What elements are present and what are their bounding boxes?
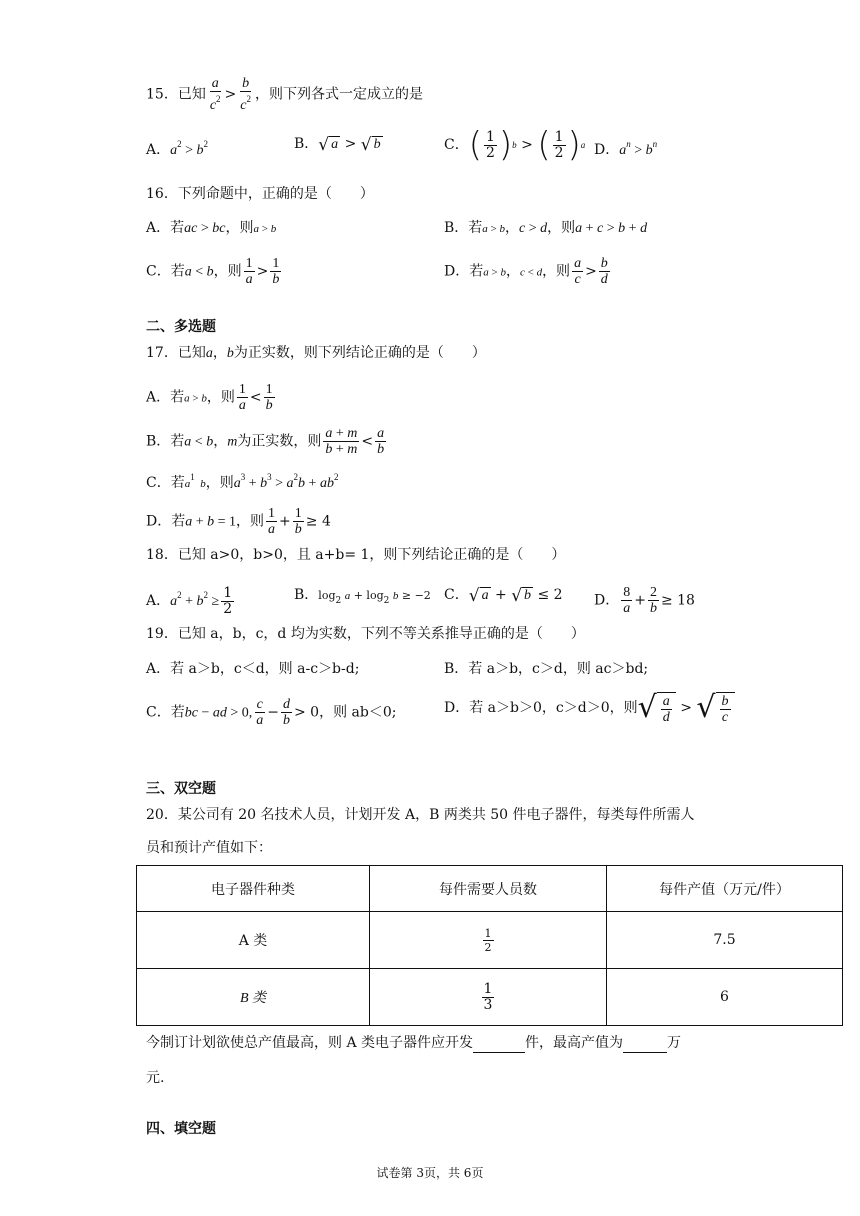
- table-row: [137, 912, 843, 969]
- table-cell-people: $\frac{1}{3}$: [370, 969, 607, 1026]
- table-header-row: [137, 866, 843, 912]
- section-heading-fill-blank: 四、填空题: [146, 1121, 216, 1137]
- question-18-option-d: D． $\frac{8}{a}$ + $\frac{2}{b}$ ≥ 18: [594, 585, 695, 616]
- table-cell-value: 7.5: [607, 912, 843, 969]
- table-cell-type: B 类: [137, 969, 370, 1026]
- question-15-option-a: A．$a^2 > b^2$: [146, 139, 209, 158]
- question-17-option-a: A．若a > b，则 $\frac{1}{a}$ < $\frac{1}{b}$: [146, 382, 273, 413]
- answer-blank-2[interactable]: [623, 1036, 667, 1053]
- question-18-option-c: C． √ a + √ b ≤ 2: [444, 585, 563, 606]
- question-18-option-b: B．$\log_2 a + \log_2 b \ge -2$: [294, 587, 431, 606]
- table-header: 电子器件种类: [137, 866, 370, 912]
- question-19-option-a: A．若 a＞b，c＜d，则 a-c＞b-d;: [146, 661, 360, 677]
- question-15-stem: 15．已知 $\frac{a}{c^2}$ > $\frac{b}{c^2}$ ，则下列各式一定成立的是: [146, 76, 423, 113]
- question-17-stem: 17．已知a，b为正实数，则下列结论正确的是（ ）: [146, 345, 486, 361]
- table-header: 每件产值（万元/件）: [607, 866, 843, 912]
- table-cell-value: 6: [607, 969, 843, 1026]
- question-15-option-b: B． √ a > √ b: [294, 134, 381, 155]
- question-16-option-b: B．若a > b，c > d，则a + c > b + d: [444, 220, 648, 236]
- question-16-stem: 16．下列命题中，正确的是（ ）: [146, 186, 374, 202]
- question-17-option-c: C．若$a^1$ b，则$a^3 + b^3 > a^2b + ab^2$: [146, 472, 339, 491]
- section-heading-multiple-choice: 二、多选题: [146, 319, 216, 335]
- question-19-option-b: B．若 a＞b，c＞d，则 ac＞bd;: [444, 661, 649, 677]
- section-heading-double-blank: 三、双空题: [146, 781, 216, 797]
- answer-blank-1[interactable]: [473, 1036, 525, 1053]
- question-20-stem-line2: 员和预计产值如下：: [146, 840, 272, 856]
- question-18-stem: 18．已知 a>0，b>0，且 a+b= 1，则下列结论正确的是（ ）: [146, 547, 566, 563]
- question-19-stem: 19．已知 a，b，c，d 均为实数，下列不等关系推导正确的是（ ）: [146, 626, 585, 642]
- components-table: [136, 865, 843, 1026]
- question-15-option-d: D．$a^n > b^n$: [594, 139, 658, 158]
- question-16-option-c: C．若a < b，则 $\frac{1}{a}$ > $\frac{1}{b}$: [146, 256, 280, 287]
- question-20-after-table: 今制订计划欲使总产值最高，则 A 类电子器件应开发 件，最高产值为 万: [146, 1035, 682, 1051]
- question-16-option-d: D．若a > b，c < d，则 $\frac{a}{c}$ > $\frac{b}{d}$: [444, 256, 608, 287]
- question-19-option-c: C．若bc − ad > 0, $\frac{c}{a}$ − $\frac{d}{b}$ > 0，则 ab＜0;: [146, 697, 397, 728]
- question-19-option-d: D．若 a＞b＞0，c＞d＞0，则 √ $\frac{a}{d}$ > √ $\frac{b}{c}$: [444, 691, 735, 725]
- table-row: [137, 969, 843, 1026]
- question-20-after-line2: 元.: [146, 1070, 165, 1086]
- table-cell-type: A 类: [137, 912, 370, 969]
- question-17-option-d: D．若a + b = 1，则 $\frac{1}{a}$ + $\frac{1}{b}$ ≥ 4: [146, 506, 331, 537]
- table-header: 每件需要人员数: [370, 866, 607, 912]
- page-footer: 试卷第 3页，共 6页: [376, 1166, 484, 1180]
- question-17-option-b: B．若a < b，m为正实数，则 $\frac{a + m}{b + m}$ < $\frac{a}{b}$: [146, 426, 385, 457]
- question-15-option-c: C． ( $\frac{1}{2}$ ) b > ( $\frac{1}{2}$ ) a: [444, 125, 586, 165]
- table-cell-people: $\frac{1}{2}$: [370, 912, 607, 969]
- question-18-option-a: A．$a^2 + b^2$ ≥ $\frac{1}{2}$: [146, 584, 233, 617]
- question-20-stem-line1: 20．某公司有 20 名技术人员，计划开发 A，B 两类共 50 件电子器件，每类每件所需人: [146, 807, 695, 823]
- question-16-option-a: A．若ac > bc，则a > b: [146, 220, 277, 236]
